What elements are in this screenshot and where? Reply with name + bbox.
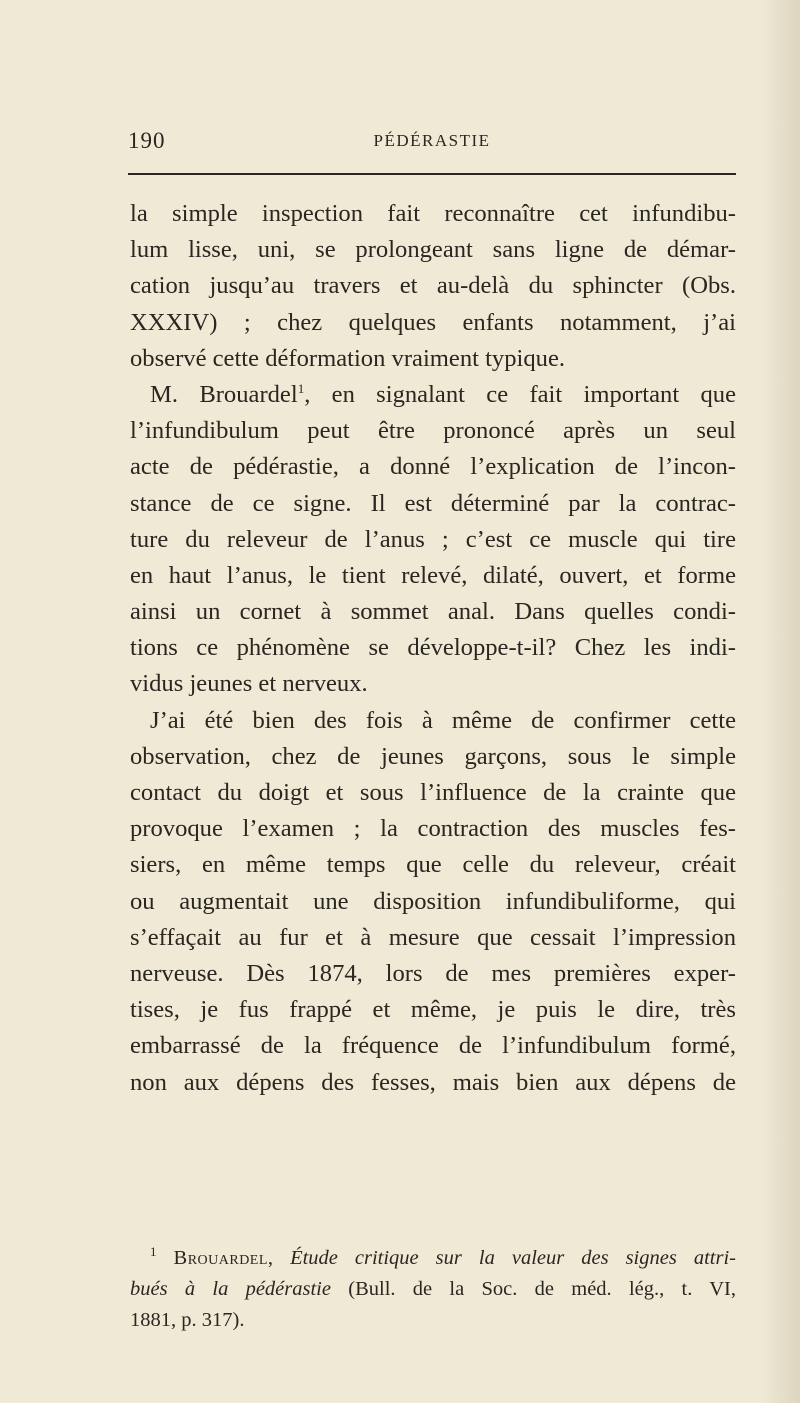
text-line: l’infundibulum peut être prononcé après un seul: [130, 417, 736, 445]
footnote: [130, 1243, 736, 1336]
text-line: nerveuse. Dès 1874, lors de mes premières exper-: [130, 959, 736, 987]
text-line-footnote-ref: [130, 377, 736, 413]
text-line: tises, je fus frappé et même, je puis le dire, très: [130, 996, 736, 1024]
running-title: PÉDÉRASTIE: [373, 131, 491, 150]
text-line: non aux dépens des fesses, mais bien aux dépens de: [130, 1068, 736, 1096]
footnote-source: (Bull. de la Soc. de méd. lég., t. VI,: [330, 1278, 736, 1300]
text-line: en haut l’anus, le tient relevé, dilaté, ouvert, et forme: [130, 561, 736, 589]
footnote-title: bués à la pédérastie: [130, 1278, 331, 1300]
text-line: cation jusqu’au travers et au-delà du sphincter (Obs.: [130, 272, 736, 300]
text-line: siers, en même temps que celle du releveur, créait: [130, 851, 736, 879]
text-line: vidus jeunes et nerveux.: [130, 670, 368, 698]
footnote-reference: 1: [297, 380, 305, 396]
text-line: s’effaçait au fur et à mesure que cessait l’impression: [130, 923, 736, 951]
page-header: [128, 128, 736, 158]
footnote-line: [130, 1274, 736, 1305]
text-line: ou augmentait une disposition infundibuliforme, qui: [130, 887, 736, 915]
footnote-title: Étude critique sur la valeur des signes attri-: [290, 1247, 736, 1269]
page-number: 190: [128, 128, 166, 153]
text-line: observé cette déformation vraiment typique.: [130, 344, 566, 372]
text-line: ainsi un cornet à sommet anal. Dans quelles condi-: [130, 598, 736, 626]
text-line: lum lisse, uni, se prolongeant sans ligne de démar-: [130, 236, 736, 264]
footnote-sep: ,: [267, 1247, 291, 1269]
text-line: XXXIV) ; chez quelques enfants notamment, j’ai: [130, 308, 736, 336]
text-line: la simple inspection fait reconnaître cet infundibu-: [130, 200, 736, 227]
footnote-marker: 1: [150, 1244, 157, 1260]
text-line: provoque l’examen ; la contraction des muscles fes-: [130, 815, 736, 843]
text-line: tions ce phénomène se développe-t-il? Chez les indi-: [130, 634, 736, 662]
text-segment: M. Brouardel: [150, 380, 298, 408]
footnote-author: Brouardel: [173, 1247, 268, 1269]
text-line: stance de ce signe. Il est déterminé par la contrac-: [130, 489, 736, 517]
text-line: contact du doigt et sous l’influence de la crainte que: [130, 779, 736, 806]
body-text: [130, 196, 736, 1101]
header-rule: [128, 173, 736, 175]
text-line: acte de pédérastie, a donné l’explication de l’incon-: [130, 453, 736, 481]
text-segment: , en signalant ce fait important que: [304, 380, 736, 408]
text-line: observation, chez de jeunes garçons, sous le simple: [130, 742, 736, 770]
footnote-line: 1881, p. 317).: [130, 1309, 245, 1331]
text-line: embarrassé de la fréquence de l’infundibulum formé,: [130, 1032, 736, 1060]
text-line: ture du releveur de l’anus ; c’est ce muscle qui tire: [130, 525, 736, 553]
page-edge-shadow: [760, 0, 800, 1403]
footnote-line: [130, 1243, 736, 1274]
text-line: J’ai été bien des fois à même de confirmer cette: [150, 706, 736, 734]
